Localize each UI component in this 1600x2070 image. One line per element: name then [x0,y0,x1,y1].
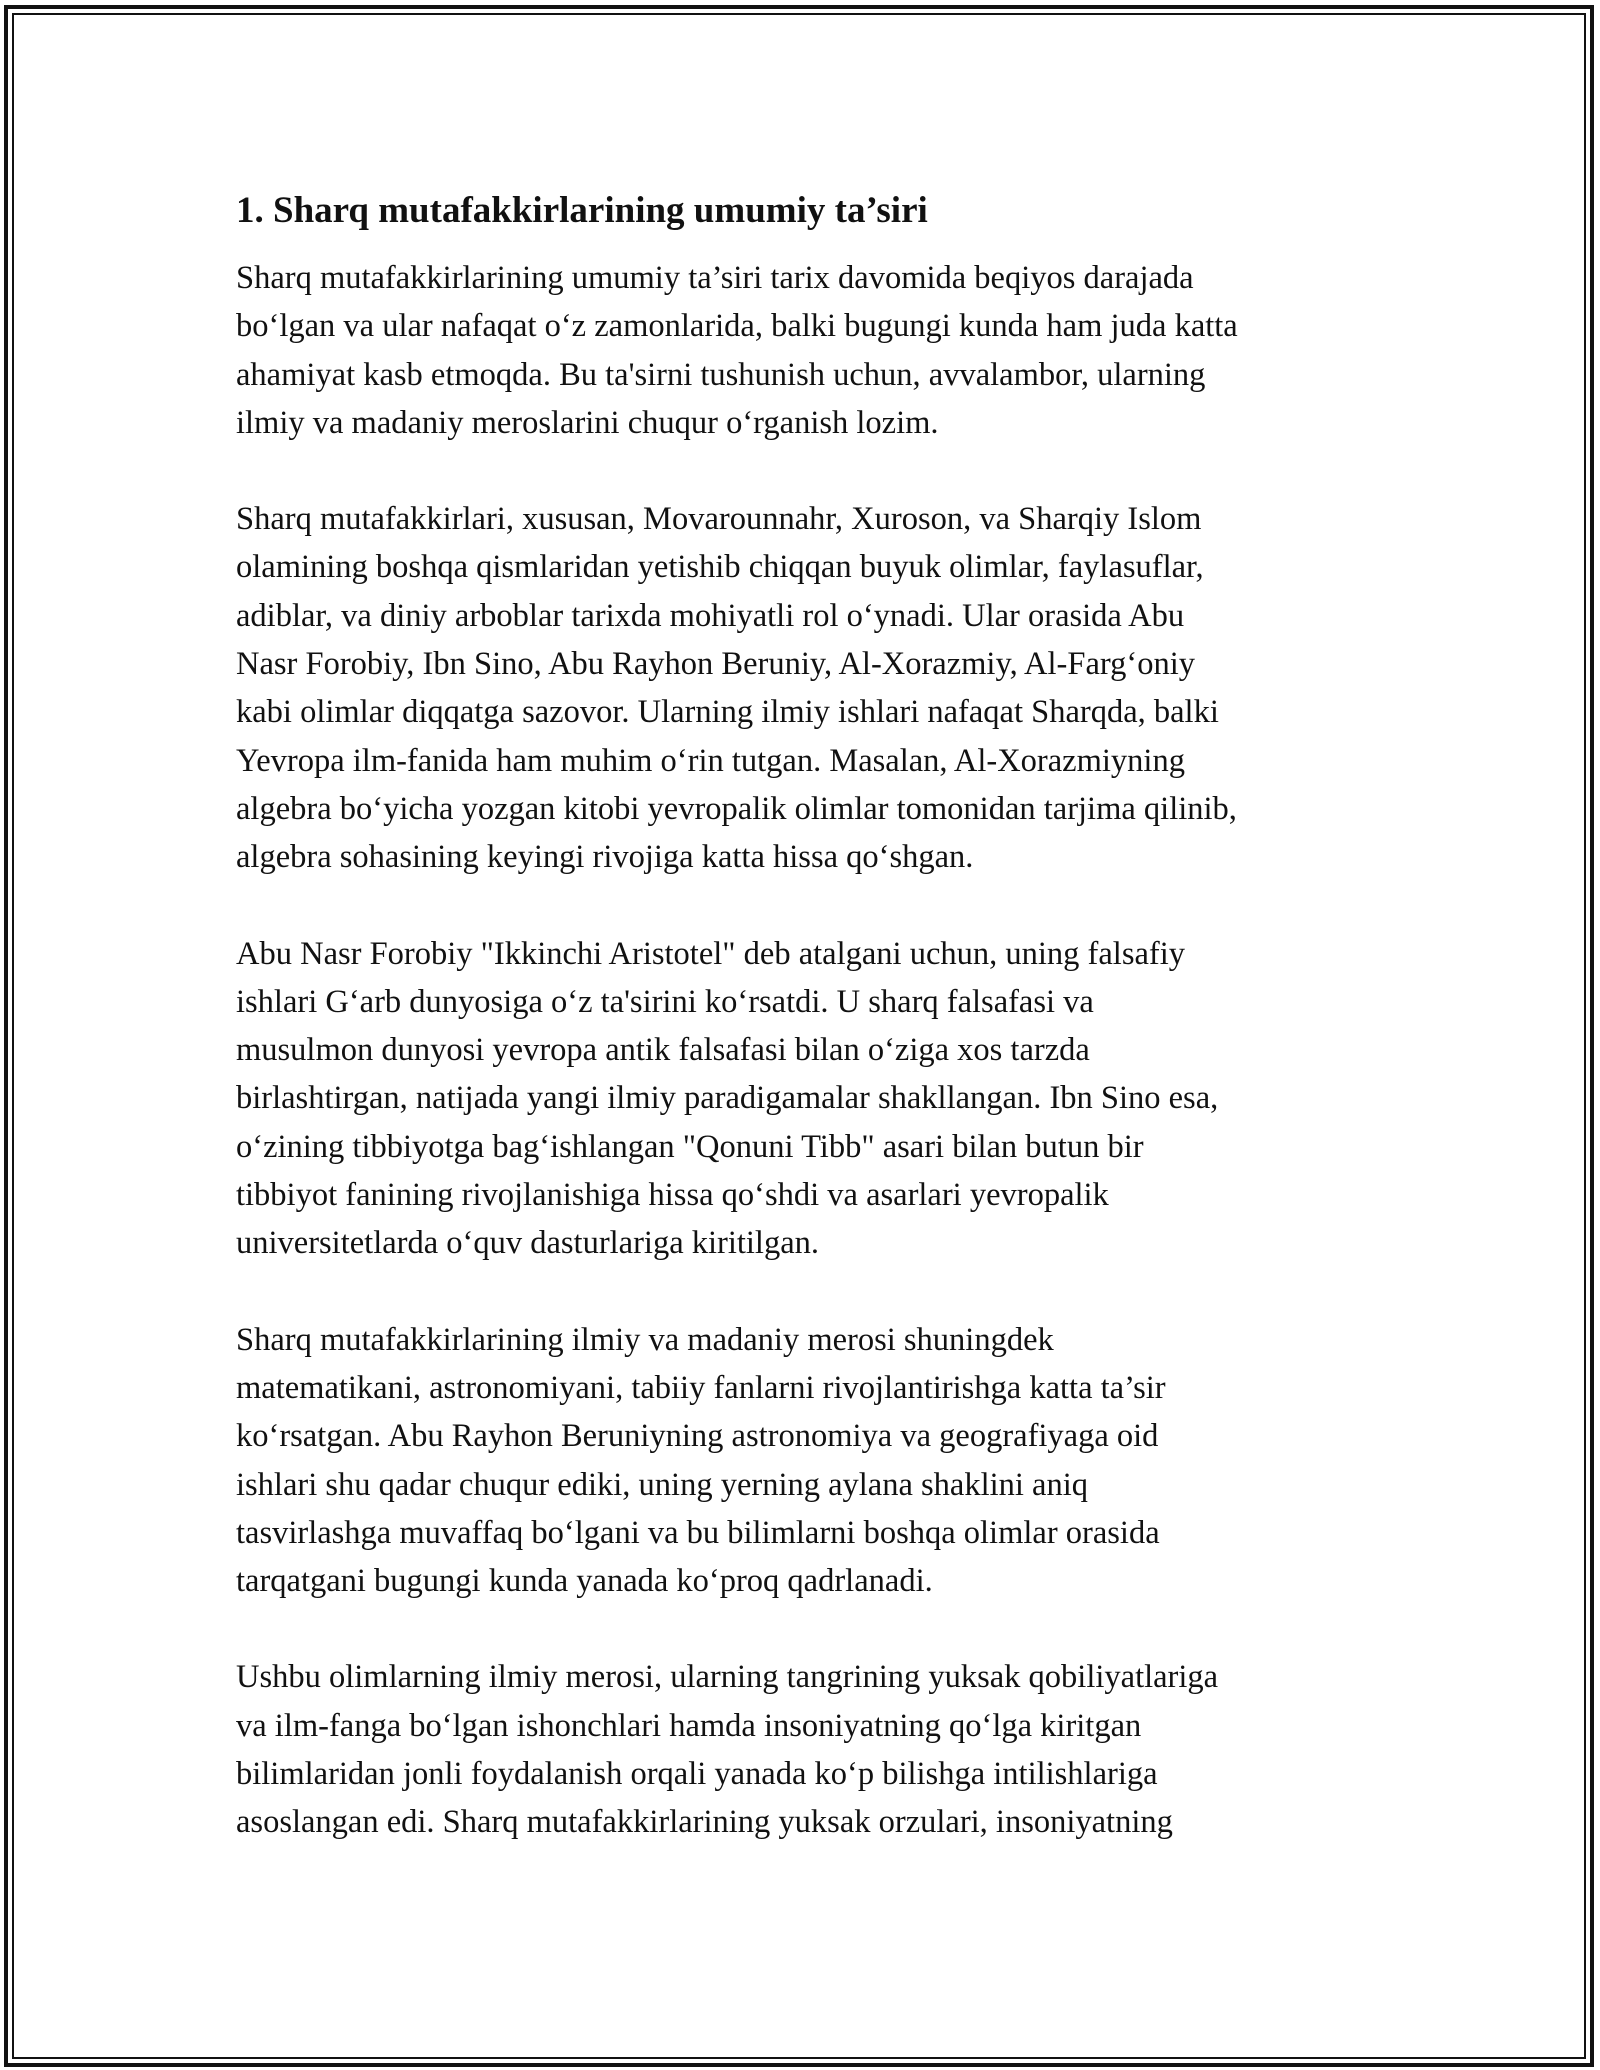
text-line: va ilm-fanga bo‘lgan ishonchlari hamda insoniyatning qo‘lga kiritgan [236,1707,1142,1744]
section-heading: 1. Sharq mutafakkirlarining umumiy ta’siri [236,190,928,231]
text-line: musulmon dunyosi yevropa antik falsafasi bilan o‘ziga xos tarzda [236,1032,1090,1069]
text-line: olamining boshqa qismlaridan yetishib chiqqan buyuk olimlar, faylasuflar, [236,549,1204,586]
text-line: tibbiyot fanining rivojlanishiga hissa qo‘shdi va asarlari yevropalik [236,1177,1109,1214]
text-line: algebra sohasining keyingi rivojiga katta hissa qo‘shgan. [236,839,974,876]
text-line: Nasr Forobiy, Ibn Sino, Abu Rayhon Beruniy, Al-Xorazmiy, Al-Farg‘oniy [236,646,1195,683]
text-line: birlashtirgan, natijada yangi ilmiy paradigamalar shakllangan. Ibn Sino esa, [236,1080,1219,1117]
paragraph-2 [236,495,1376,881]
paragraph-5 [236,1653,1376,1846]
text-line: kabi olimlar diqqatga sazovor. Ularning ilmiy ishlari nafaqat Sharqda, balki [236,694,1219,731]
text-line: Abu Nasr Forobiy "Ikkinchi Aristotel" deb atalgani uchun, uning falsafiy [236,935,1185,972]
text-line: Yevropa ilm-fanida ham muhim o‘rin tutgan. Masalan, Al-Xorazmiyning [236,742,1185,779]
text-line: adiblar, va diniy arboblar tarixda mohiyatli rol o‘ynadi. Ular orasida Abu [236,597,1185,634]
text-line: ko‘rsatgan. Abu Rayhon Beruniyning astronomiya va geografiyaga oid [236,1418,1159,1455]
text-line: ishlari G‘arb dunyosiga o‘z ta'sirini ko‘rsatdi. U sharq falsafasi va [236,983,1094,1020]
paragraph-4 [236,1316,1376,1606]
text-line: Sharq mutafakkirlari, xususan, Movarounnahr, Xuroson, va Sharqiy Islom [236,501,1202,538]
paragraph-3 [236,930,1376,1268]
paragraph-1 [236,254,1376,447]
text-line: tarqatgani bugungi kunda yanada ko‘proq qadrlanadi. [236,1563,933,1600]
text-line: ilmiy va madaniy meroslarini chuqur o‘rganish lozim. [236,404,939,441]
text-line: Sharq mutafakkirlarining umumiy ta’siri tarix davomida beqiyos darajada [236,260,1194,296]
text-line: bo‘lgan va ular nafaqat o‘z zamonlarida, balki bugungi kunda ham juda katta [236,308,1238,345]
text-line: matematikani, astronomiyani, tabiiy fanlarni rivojlantirishga katta ta’sir [236,1369,1166,1406]
document-body [236,188,1376,1895]
text-line: bilimlaridan jonli foydalanish orqali yanada ko‘p bilishga intilishlariga [236,1756,1158,1793]
text-line: ishlari shu qadar chuqur ediki, uning yerning aylana shaklini aniq [236,1466,1089,1503]
text-line: tasvirlashga muvaffaq bo‘lgani va bu bilimlarni boshqa olimlar orasida [236,1514,1160,1551]
text-line: Ushbu olimlarning ilmiy merosi, ularning tangrining yuksak qobiliyatlariga [236,1659,1219,1696]
text-line: Sharq mutafakkirlarining ilmiy va madaniy merosi shuningdek [236,1321,1054,1358]
text-line: algebra bo‘yicha yozgan kitobi yevropalik olimlar tomonidan tarjima qilinib, [236,790,1237,827]
text-line: o‘zining tibbiyotga bag‘ishlangan "Qonuni Tibb" asari bilan butun bir [236,1128,1144,1165]
text-line: ahamiyat kasb etmoqda. Bu ta'sirni tushunish uchun, avvalambor, ularning [236,356,1206,393]
text-line: universitetlarda o‘quv dasturlariga kiritilgan. [236,1225,820,1262]
text-line: asoslangan edi. Sharq mutafakkirlarining yuksak orzulari, insoniyatning [236,1804,1173,1841]
